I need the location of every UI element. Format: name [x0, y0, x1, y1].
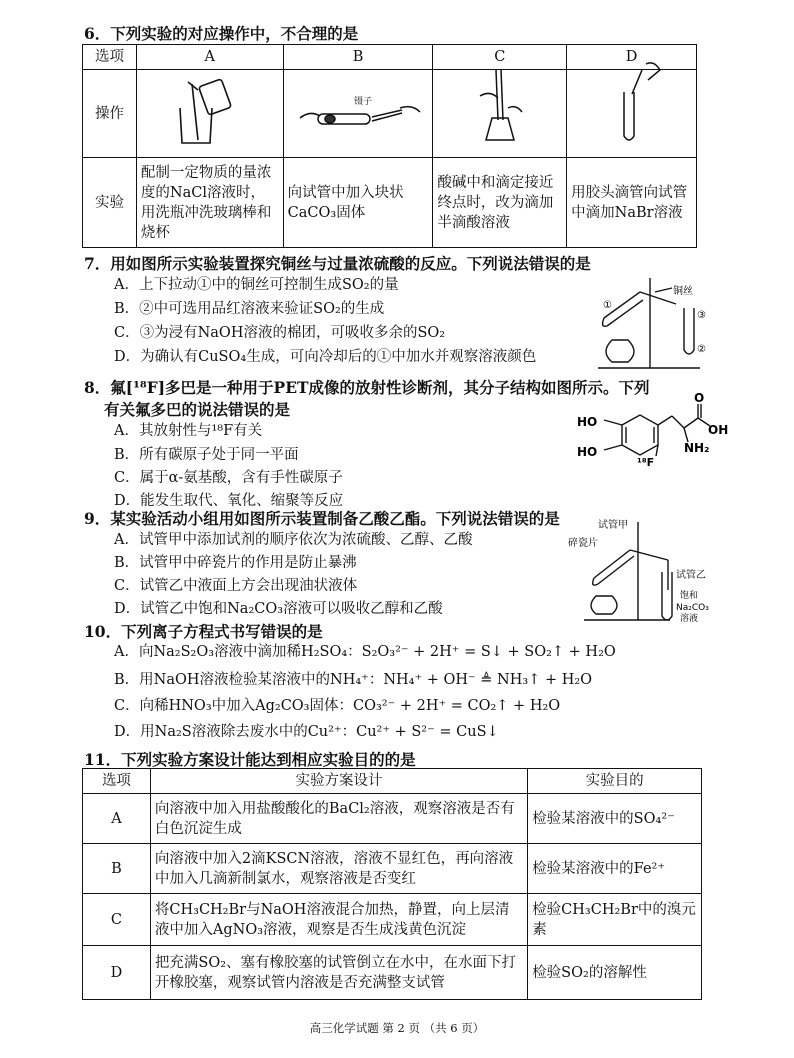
q8-option-a: A．其放射性与¹⁸F有关	[114, 423, 263, 439]
q6-title: 6．下列实验的对应操作中，不合理的是	[84, 24, 359, 43]
q11-header-design: 实验方案设计	[150, 769, 527, 794]
q11-row-a-design: 向溶液中加入用盐酸酸化的BaCl₂溶液，观察溶液是否有白色沉淀生成	[150, 794, 527, 844]
q6-exp-c: 酸碱中和滴定接近终点时，改为滴加半滴酸溶液	[433, 158, 567, 248]
q6-header-d: D	[567, 45, 697, 70]
q9-title: 9．某实验活动小组用如图所示装置制备乙酸乙酯。下列说法错误的是	[84, 509, 560, 528]
page-footer: 高三化学试题 第 2 页 （共 6 页）	[309, 1021, 485, 1035]
q10-option-d: D．用Na₂S溶液除去废水中的Cu²⁺：Cu²⁺ + S²⁻ = CuS↓	[114, 724, 499, 740]
ester-apparatus	[584, 522, 672, 620]
q6-exp-label: 实验	[83, 158, 137, 248]
q6-op-label: 操作	[83, 70, 137, 158]
q11-header-purpose: 实验目的	[528, 769, 702, 794]
q6-op-d-figure	[567, 70, 697, 158]
q9-option-c: C．试管乙中液面上方会出现油状液体	[114, 578, 358, 594]
q6-header-c: C	[433, 45, 567, 70]
tube-yi-label: 试管乙	[676, 570, 706, 581]
label-2: ②	[697, 344, 706, 355]
q9-option-d: D．试管乙中饱和Na₂CO₃溶液可以吸收乙醇和乙酸	[114, 601, 443, 617]
q6-op-a-figure	[136, 70, 283, 158]
q7-option-a: A．上下拉动①中的铜丝可控制生成SO₂的量	[114, 277, 399, 293]
q6-header-a: A	[136, 45, 283, 70]
q11-row-b-purpose: 检验某溶液中的Fe²⁺	[528, 844, 702, 894]
q8-title-line2: 有关氟多巴的说法错误的是	[104, 400, 291, 419]
copper-sulfuric-apparatus	[598, 278, 700, 368]
q11-row-c-option: C	[83, 894, 151, 946]
q10-option-c: C．向稀HNO₃中加入Ag₂CO₃固体：CO₃²⁻ + 2H⁺ = CO₂↑ + H₂O	[114, 698, 561, 714]
q7-option-d: D．为确认有CuSO₄生成，可向冷却后的①中加水并观察溶液颜色	[114, 349, 537, 365]
copper-wire-label: 铜丝	[673, 286, 693, 297]
q11-row-b-design: 向溶液中加入2滴KSCN溶液，溶液不显红色，再向溶液中加入几滴新制氯水，观察溶液是否变红	[150, 844, 527, 894]
q6-exp-b: 向试管中加入块状CaCO₃固体	[283, 158, 433, 248]
acid-oh-label: OH	[708, 423, 729, 437]
ho-top-label: HO	[577, 415, 598, 429]
q9-option-a: A．试管甲中添加试剂的顺序依次为浓硫酸、乙醇、乙酸	[114, 532, 473, 548]
q6-op-b-figure	[283, 70, 433, 158]
na2co3-label: Na₂CO₃	[676, 603, 709, 613]
q10-option-a: A．向Na₂S₂O₃溶液中滴加稀H₂SO₄：S₂O₃²⁻ + 2H⁺ = S↓ + SO₂↑ + H₂O	[114, 644, 616, 660]
q11-row-a-option: A	[83, 794, 151, 844]
tube-jia-label: 试管甲	[598, 520, 628, 531]
label-1: ①	[603, 300, 612, 311]
ho-bottom-label: HO	[577, 445, 598, 459]
q11-header-option: 选项	[83, 769, 151, 794]
q6-header-option: 选项	[83, 45, 137, 70]
q11-table	[82, 768, 702, 1000]
q6-exp-d: 用胶头滴管向试管中滴加NaBr溶液	[567, 158, 697, 248]
q6-op-c-figure	[433, 70, 567, 158]
q7-title: 7．用如图所示实验装置探究铜丝与过量浓硫酸的反应。下列说法错误的是	[84, 254, 591, 273]
q11-title: 11．下列实验方案设计能达到相应实验目的的是	[84, 750, 416, 769]
saturated-label: 饱和	[680, 591, 699, 601]
q11-row-c-design: 将CH₃CH₂Br与NaOH溶液混合加热，静置，向上层清液中加入AgNO₃溶液，观察是否生成浅黄色沉淀	[150, 894, 527, 946]
amine-label: NH₂	[684, 441, 710, 455]
q6-table	[82, 44, 697, 248]
porcelain-label: 碎瓷片	[568, 538, 598, 549]
carbonyl-o-label: O	[694, 391, 705, 405]
q6-exp-a: 配制一定物质的量浓度的NaCl溶液时，用洗瓶冲洗玻璃棒和烧杯	[136, 158, 283, 248]
q11-row-d-purpose: 检验SO₂的溶解性	[528, 946, 702, 1000]
q11-row-d-option: D	[83, 946, 151, 1000]
q10-option-b: B．用NaOH溶液检验某溶液中的NH₄⁺：NH₄⁺ + OH⁻ ≜ NH₃↑ + H₂O	[114, 672, 593, 688]
q7-option-c: C．③为浸有NaOH溶液的棉团，可吸收多余的SO₂	[114, 325, 446, 341]
label-3: ③	[697, 310, 706, 321]
fluorodopa-molecule	[604, 404, 710, 456]
q7-option-b: B．②中可选用品红溶液来验证SO₂的生成	[114, 301, 385, 317]
q10-title: 10．下列离子方程式书写错误的是	[84, 622, 323, 641]
q8-title-line1: 8．氟[¹⁸F]多巴是一种用于PET成像的放射性诊断剂，其分子结构如图所示。下列	[84, 378, 650, 397]
q11-row-d-design: 把充满SO₂、塞有橡胶塞的试管倒立在水中，在水面下打开橡胶塞，观察试管内溶液是否充满整支试管	[150, 946, 527, 1000]
f18-label: ¹⁸F	[637, 456, 655, 469]
q8-option-c: C．属于α-氨基酸，含有手性碳原子	[114, 470, 343, 486]
q11-row-a-purpose: 检验某溶液中的SO₄²⁻	[528, 794, 702, 844]
tweezers-label: 镊子	[354, 97, 373, 107]
q6-header-b: B	[283, 45, 433, 70]
q11-row-c-purpose: 检验CH₃CH₂Br中的溴元素	[528, 894, 702, 946]
solution-label: 溶液	[680, 614, 699, 624]
q8-option-d: D．能发生取代、氧化、缩聚等反应	[114, 493, 344, 509]
q9-option-b: B．试管甲中碎瓷片的作用是防止暴沸	[114, 555, 357, 571]
q8-option-b: B．所有碳原子处于同一平面	[114, 447, 299, 463]
q11-row-b-option: B	[83, 844, 151, 894]
